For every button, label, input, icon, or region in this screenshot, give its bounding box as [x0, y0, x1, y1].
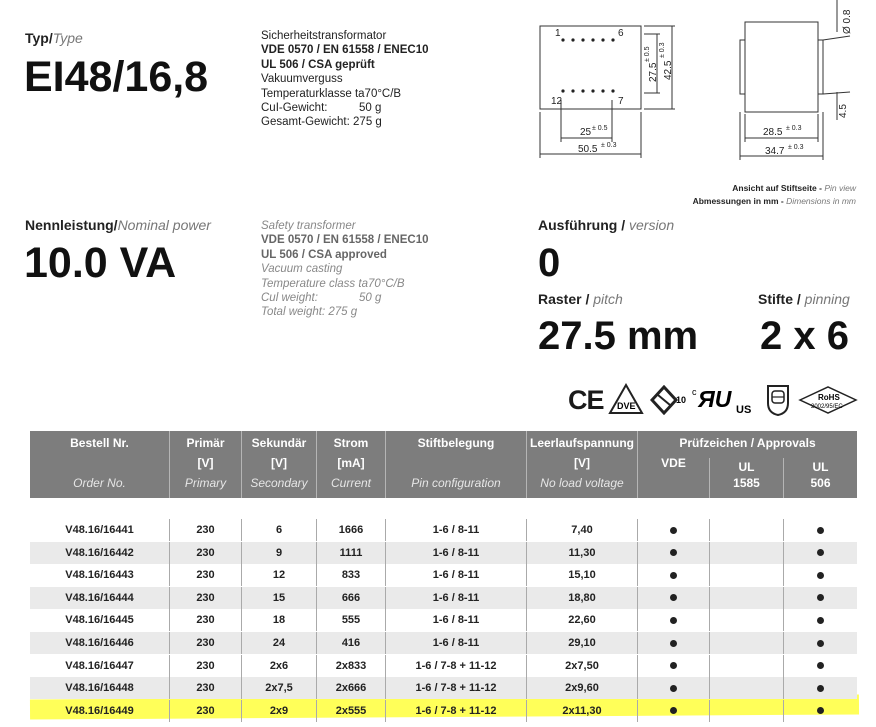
approval-cell	[783, 542, 857, 564]
ul506-dot-icon	[817, 549, 824, 556]
approval-cell	[709, 519, 783, 541]
cell-primary: 230	[169, 609, 241, 631]
nominal-power-label: Nennleistung/Nominal power	[25, 217, 211, 233]
approval-cell	[637, 519, 709, 541]
ul506-dot-icon	[817, 685, 824, 692]
svg-text:34.7: 34.7	[765, 146, 785, 157]
cell-pins: 1-6 / 7-8 + 11-12	[385, 677, 526, 699]
cell-order: V48.16/16448	[65, 682, 134, 695]
side-view-outline	[745, 22, 818, 112]
pin-dots	[561, 38, 614, 92]
type-label: Typ/Type	[25, 30, 83, 46]
cell-current: 833	[316, 564, 385, 586]
cell-current: 555	[316, 609, 385, 631]
cell-primary: 230	[169, 519, 241, 541]
cell-noload: 2x11,30	[526, 700, 637, 722]
col-order: Bestell Nr. Order No.	[70, 436, 129, 490]
cell-primary: 230	[169, 700, 241, 722]
cell-noload: 7,40	[526, 519, 637, 541]
cell-pins: 1-6 / 8-11	[385, 542, 526, 564]
cell-current: 1666	[316, 519, 385, 541]
pitch-label: Raster / pitch	[538, 291, 623, 307]
cell-order: V48.16/16443	[65, 569, 134, 582]
cell-order: V48.16/16446	[65, 637, 134, 649]
col-primary: Primär [V] Primary	[184, 436, 227, 490]
cell-pins: 1-6 / 8-11	[385, 632, 526, 654]
table-row	[30, 587, 857, 609]
cell-secondary: 2x6	[241, 655, 316, 677]
cell-current: 416	[316, 632, 385, 654]
table-row	[30, 655, 857, 677]
cell-pins: 1-6 / 7-8 + 11-12	[385, 700, 526, 722]
cell-current: 2x666	[316, 677, 385, 699]
svg-text:Ø 0.8: Ø 0.8	[842, 9, 853, 34]
cell-secondary: 2x7,5	[241, 677, 316, 699]
certification-logos	[568, 383, 860, 417]
vde-dot-icon	[670, 685, 677, 692]
table-row	[30, 700, 857, 722]
vde-dot-icon	[670, 594, 677, 601]
vde-mark-icon	[608, 383, 644, 415]
cell-secondary: 6	[241, 519, 316, 541]
svg-text:28.5: 28.5	[763, 127, 783, 138]
spec-english: Safety transformer VDE 0570 / EN 61558 / ENEC10 UL 506 / CSA approved Vacuum casting Temperature class ta70°C/B Cul weight: 50 g Total weight: 275 g	[261, 220, 429, 319]
cell-pins: 1-6 / 8-11	[385, 564, 526, 586]
pinning-value: 2 x 6	[760, 314, 849, 358]
svg-text:42.5: 42.5	[663, 60, 674, 80]
vde-dot-icon	[670, 640, 677, 647]
cell-secondary: 15	[241, 587, 316, 609]
type-value: EI48/16,8	[24, 53, 209, 101]
approval-cell	[783, 587, 857, 609]
approval-cell	[637, 564, 709, 586]
svg-text:± 0.5: ± 0.5	[592, 125, 608, 132]
approval-cell	[783, 564, 857, 586]
spec-german: Sicherheitstransformator VDE 0570 / EN 61558 / ENEC10 UL 506 / CSA geprüft Vakuumverguss Temperaturklasse ta70°C/B CuI-Gewicht: 50 g Gesamt-Gewicht: 275 g	[261, 30, 429, 129]
cell-noload: 22,60	[526, 609, 637, 631]
vde-dot-icon	[670, 527, 677, 534]
cell-noload: 2x9,60	[526, 677, 637, 699]
cell-noload: 15,10	[526, 564, 637, 586]
cell-primary: 230	[169, 632, 241, 654]
approval-cell	[637, 609, 709, 631]
approval-cell	[709, 564, 783, 586]
col-pinconf: Stiftbelegung Pin configuration	[411, 436, 501, 490]
svg-text:7: 7	[618, 96, 624, 107]
svg-text:DVE: DVE	[617, 401, 636, 411]
dimension-drawing	[530, 0, 860, 170]
svg-text:± 0.5: ± 0.5	[644, 46, 651, 62]
ul506-dot-icon	[817, 527, 824, 534]
col-current: Strom [mA] Current	[330, 436, 371, 490]
nominal-power-value: 10.0 VA	[24, 239, 177, 287]
approval-cell	[783, 519, 857, 541]
table-row	[30, 609, 857, 631]
svg-text:± 0.3: ± 0.3	[659, 42, 666, 58]
cell-secondary: 2x9	[241, 700, 316, 722]
cell-secondary: 9	[241, 542, 316, 564]
cell-secondary: 18	[241, 609, 316, 631]
approval-cell	[709, 587, 783, 609]
tuv-mark-icon	[764, 383, 792, 417]
svg-text:2002/95/EC: 2002/95/EC	[811, 404, 843, 410]
approval-cell	[783, 655, 857, 677]
ul506-dot-icon	[817, 707, 824, 714]
svg-text:27.5: 27.5	[648, 62, 659, 82]
version-value: 0	[538, 241, 561, 285]
svg-text:c: c	[692, 387, 697, 397]
approval-cell	[783, 609, 857, 631]
cell-current: 1111	[316, 542, 385, 564]
cell-noload: 2x7,50	[526, 655, 637, 677]
cell-order: V48.16/16442	[65, 546, 134, 559]
svg-text:± 0.3: ± 0.3	[786, 125, 802, 132]
enec-mark-icon	[650, 385, 690, 415]
approval-cell	[637, 542, 709, 564]
pitch-value: 27.5 mm	[538, 314, 699, 358]
col-approvals: Prüfzeichen / Approvals	[679, 436, 816, 450]
ul-mark-icon	[692, 383, 762, 417]
cell-secondary: 12	[241, 564, 316, 586]
svg-text:US: US	[736, 404, 752, 416]
ul506-dot-icon	[817, 640, 824, 647]
vde-dot-icon	[670, 707, 677, 714]
approval-cell	[783, 632, 857, 654]
ul506-dot-icon	[817, 572, 824, 579]
cell-pins: 1-6 / 8-11	[385, 519, 526, 541]
approval-cell	[709, 609, 783, 631]
table-row	[30, 542, 857, 564]
cell-pins: 1-6 / 8-11	[385, 587, 526, 609]
cell-current: 2x833	[316, 655, 385, 677]
cell-order: V48.16/16444	[65, 591, 134, 604]
svg-text:1: 1	[555, 28, 561, 39]
dimensions-note: Abmessungen in mm - Dimensions in mm	[692, 196, 856, 206]
table-row	[30, 564, 857, 586]
svg-text:10: 10	[676, 395, 687, 405]
svg-text:RoHS: RoHS	[818, 393, 840, 402]
svg-text:4.5: 4.5	[838, 104, 849, 118]
approval-cell	[637, 677, 709, 699]
cell-noload: 11,30	[526, 542, 637, 564]
svg-text:± 0.3: ± 0.3	[601, 142, 617, 149]
table-row	[30, 519, 857, 541]
ul506-dot-icon	[817, 617, 824, 624]
cell-primary: 230	[169, 542, 241, 564]
svg-text:25: 25	[580, 127, 592, 138]
approval-cell	[783, 677, 857, 699]
col-ul506: UL 506	[810, 460, 831, 490]
col-noload: Leerlaufspannung [V] No load voltage	[529, 436, 634, 490]
approval-cell	[709, 632, 783, 654]
svg-text:50.5: 50.5	[578, 144, 598, 155]
cell-primary: 230	[169, 677, 241, 699]
col-secondary: Sekundär [V] Secondary	[250, 436, 308, 490]
col-ul1585: UL 1585	[733, 460, 760, 490]
cell-noload: 29,10	[526, 632, 637, 654]
cell-order: V48.16/16447	[65, 659, 134, 672]
approval-cell	[637, 655, 709, 677]
cell-secondary: 24	[241, 632, 316, 654]
svg-text:6: 6	[618, 28, 624, 39]
vde-dot-icon	[670, 572, 677, 579]
version-label: Ausführung / version	[538, 217, 675, 233]
cell-order: V48.16/16445	[65, 614, 134, 627]
cell-pins: 1-6 / 8-11	[385, 609, 526, 631]
svg-text:± 0.3: ± 0.3	[788, 144, 804, 151]
vde-dot-icon	[670, 617, 677, 624]
approval-cell	[709, 542, 783, 564]
cell-primary: 230	[169, 564, 241, 586]
table-row	[30, 632, 857, 654]
vde-dot-icon	[670, 549, 677, 556]
cell-primary: 230	[169, 587, 241, 609]
svg-text:ЯU: ЯU	[698, 386, 732, 412]
approval-cell	[637, 587, 709, 609]
approval-cell	[783, 700, 857, 722]
ul506-dot-icon	[817, 662, 824, 669]
col-vde: VDE	[661, 456, 686, 470]
ul506-dot-icon	[817, 594, 824, 601]
ce-mark-icon: CE	[568, 385, 604, 415]
approval-cell	[709, 677, 783, 699]
cell-primary: 230	[169, 655, 241, 677]
pin-view-note: Ansicht auf Stiftseite - Pin view	[732, 183, 856, 193]
cell-current: 2x555	[316, 700, 385, 722]
cell-pins: 1-6 / 7-8 + 11-12	[385, 655, 526, 677]
cell-noload: 18,80	[526, 587, 637, 609]
cell-order: V48.16/16441	[65, 524, 134, 536]
table-row	[30, 677, 857, 699]
approval-cell	[637, 700, 709, 722]
rohs-mark-icon	[798, 385, 858, 415]
pinning-label: Stifte / pinning	[758, 291, 850, 307]
vde-dot-icon	[670, 662, 677, 669]
cell-order: V48.16/16449	[65, 704, 134, 717]
cell-current: 666	[316, 587, 385, 609]
approval-cell	[637, 632, 709, 654]
svg-text:12: 12	[551, 96, 563, 107]
approval-cell	[709, 655, 783, 677]
approval-cell	[709, 700, 783, 722]
